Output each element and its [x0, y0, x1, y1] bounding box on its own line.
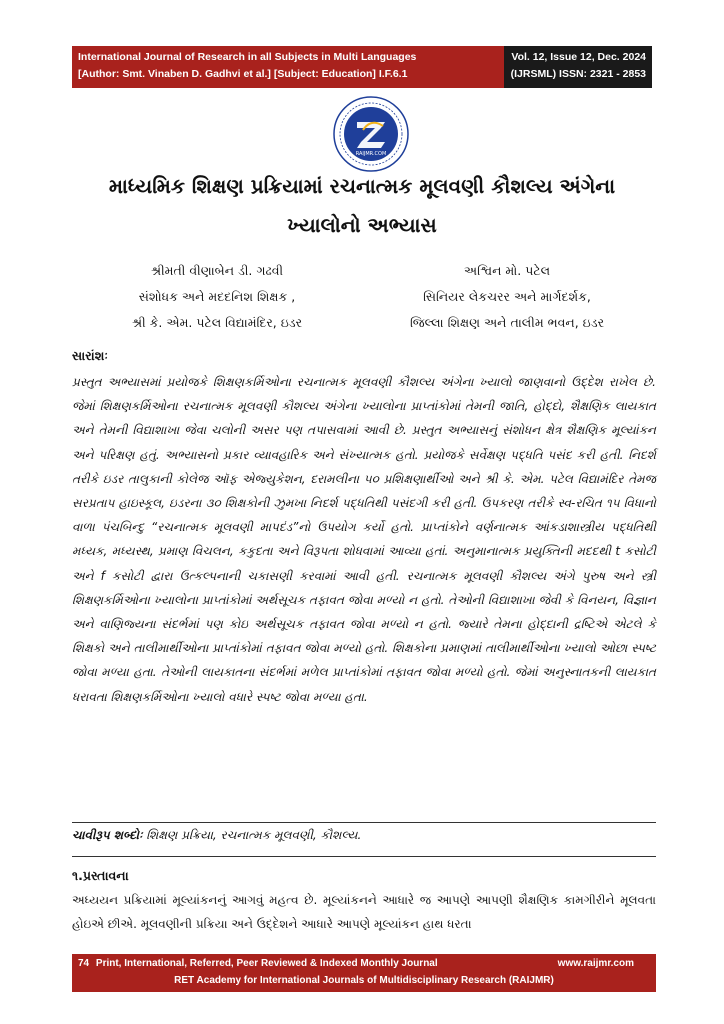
raijmr-logo: [333, 96, 409, 172]
author-subject-line: [Author: Smt. Vinaben D. Gadhvi et al.] [Subject: Education] I.F.6.1: [78, 68, 408, 80]
keywords-text: શિક્ષણ પ્રક્રિયા, રચનાત્મક મૂલવણી, કૌશલ્ય.: [146, 828, 362, 842]
author-1: [72, 258, 362, 336]
footer-website: www.raijmr.com: [557, 958, 634, 969]
journal-footer: [72, 954, 656, 992]
paper-title-line-2: ખ્યાલોનો અભ્યાસ: [287, 213, 437, 237]
author-1-affiliation: શ્રી કે. એમ. પટેલ વિદ્યામંદિર, ઇડર: [131, 315, 303, 330]
footer-publisher: RET Academy for International Journals of Multidisciplinary Research (RAIJMR): [174, 975, 554, 986]
keywords-bottom-rule: [72, 856, 656, 857]
abstract-text: પ્રસ્તુત અભ્યાસમાં પ્રયોજકે શિક્ષણકર્મિઓના રચનાત્મક મૂલવણી કૌશલ્ય અંગેના ખ્યાલો જાણવાનો ઉદ્દેશ રાખેલ છે. જેમાં શિક્ષણકર્મિઓના રચનાત્મક મૂલવણી કૌશલ્ય અંગેના ખ્યાલોના પ્રાપ્તાંકોમાં તેમની જાતિ, હોદ્દો, શૈક્ષણિક લાયકાત અને તેમની વિદ્યાશાખા જેવા ચલોની અસર પણ તપાસવામાં આવી છે. પ્રસ્તુત અભ્યાસનું સંશોધન ક્ષેત્ર શૈક્ષણિક મૂલ્યાંકન અને પરિક્ષણ હતું. અભ્યાસનો પ્રકાર વ્યાવહારિક અને સંખ્યાત્મક હતો. પ્રયોજકે સર્વેક્ષણ પદ્ધતિ પસંદ કરી હતી. નિદર્શ તરીકે ઇડર તાલુકાની કોલેજ ઑફ એજ્યુકેશન, દરામલીના ૫૦ પ્રશિક્ષણાર્થીઓ અને શ્રી કે. એમ. પટેલ વિદ્યામંદિર તેમજ સરપ્રતાપ હાઇસ્કૂલ, ઇડરના ૩૦ શિક્ષકોની ઝુમખા નિદર્શ પદ્ધતિથી પસંદગી કરી હતી. ઉપકરણ તરીકે સ્વ-રચિત ૧૫ વિધાનો વાળા પંચબિન્દુ “રચનાત્મક મૂલવણી માપદંડ”નો ઉપયોગ કર્યો હતો. પ્રાપ્તાંકોને વર્ણનાત્મક આંકડાશાસ્ત્રીય પદ્ધતિથી મધ્યક, મધ્યસ્થ, પ્રમાણ વિચલન, કકુદતા અને વિરૂપતા શોધવામાં આવ્યા હતાં. અનુમાનાત્મક પ્રયુક્તિની મદદથી t કસોટી અને f કસોટી દ્વારા ઉત્કલ્પનાની ચકાસણી કરવામાં આવી હતી. રચનાત્મક મૂલવણી કૌશલ્ય અંગે પુરુષ અને સ્ત્રી શિક્ષણકર્મિઓના ખ્યાલોના પ્રાપ્તાંકોમાં અર્થસૂચક તફાવત જોવા મળ્યો ન હતો. તેઓની વિદ્યાશાખા જેવી કે વિનયન, વિજ્ઞાન અને વાણિજ્યના સંદર્ભમાં પણ કોઇ અર્થસૂચક તફાવત જોવા મળ્યો ન હતો. જ્યારે તેમના હોદ્દાની દ્રષ્ટિએ એટલે કે શિક્ષકો અને તાલીમાર્થીઓના પ્રાપ્તાંકોમાં તફાવત જોવા મળ્યો હતો. શિક્ષકોના પ્રમાણમાં તાલીમાર્થીઓના ખ્યાલો ઓછા સ્પષ્ટ જોવા મળ્યા હતા. તેઓની લાયકાતના સંદર્ભમાં મળેલ પ્રાપ્તાંકોમાં તફાવત જોવા મળ્યો હતો. જેમાં અનુસ્નાતકની લાયકાત ધરાવતા શિક્ષણકર્મિઓના ખ્યાલો વધારે સ્પષ્ટ જોવા મળ્યા હતા.: [72, 375, 656, 704]
abstract-label: સારાંશઃ: [72, 348, 108, 363]
keywords-label: ચાવીરૂપ શબ્દોઃ: [72, 828, 143, 842]
author-2: [362, 258, 652, 336]
header-journal-info: [72, 46, 504, 88]
journal-name: International Journal of Research in all Subjects in Multi Languages: [78, 51, 417, 63]
paper-title-line-1: માધ્યમિક શિક્ષણ પ્રક્રિયામાં રચનાત્મક મૂલવણી કૌશલ્ય અંગેના: [108, 174, 616, 198]
section-heading: ૧.પ્રસ્તાવના: [72, 868, 129, 883]
header-issue-info: [504, 46, 652, 88]
author-block: [72, 258, 652, 336]
issn: (IJRSML) ISSN: 2321 - 2853: [510, 68, 646, 80]
section-text: અધ્યયન પ્રક્રિયામાં મૂલ્યાંકનનું આગવું મહત્વ છે. મૂલ્યાંકનને આધારે જ આપણે આપણી શૈક્ષણિક કામગીરીને મૂલવતા હોઇએ છીએ. મૂલવણીની પ્રક્રિયા અને ઉદ્દેશને આધારે આપણે મૂલ્યાંકન હાથ ધરતા: [72, 893, 656, 931]
author-2-role: સિનિયર લેકચરર અને માર્ગદર્શક,: [423, 289, 591, 304]
footer-journal-type: Print, International, Referred, Peer Reviewed & Indexed Monthly Journal: [95, 958, 438, 969]
author-2-affiliation: જિલ્લા શિક્ષણ અને તાલીમ ભવન, ઇડર: [409, 315, 605, 330]
keywords-top-rule: [72, 822, 656, 823]
author-2-name: અશ્વિન મો. પટેલ: [463, 263, 551, 278]
logo-text: RAIJMR.COM: [355, 151, 387, 157]
volume-issue: Vol. 12, Issue 12, Dec. 2024: [511, 51, 646, 63]
footer-line-1: [78, 958, 438, 969]
journal-header: [72, 46, 652, 88]
keywords: [72, 828, 656, 843]
page-number: 74: [78, 958, 90, 969]
author-1-role: સંશોધક અને મદદનિશ શિક્ષક ,: [138, 289, 296, 304]
author-1-name: શ્રીમતી વીણાબેન ડી. ગઢવી: [150, 263, 284, 278]
